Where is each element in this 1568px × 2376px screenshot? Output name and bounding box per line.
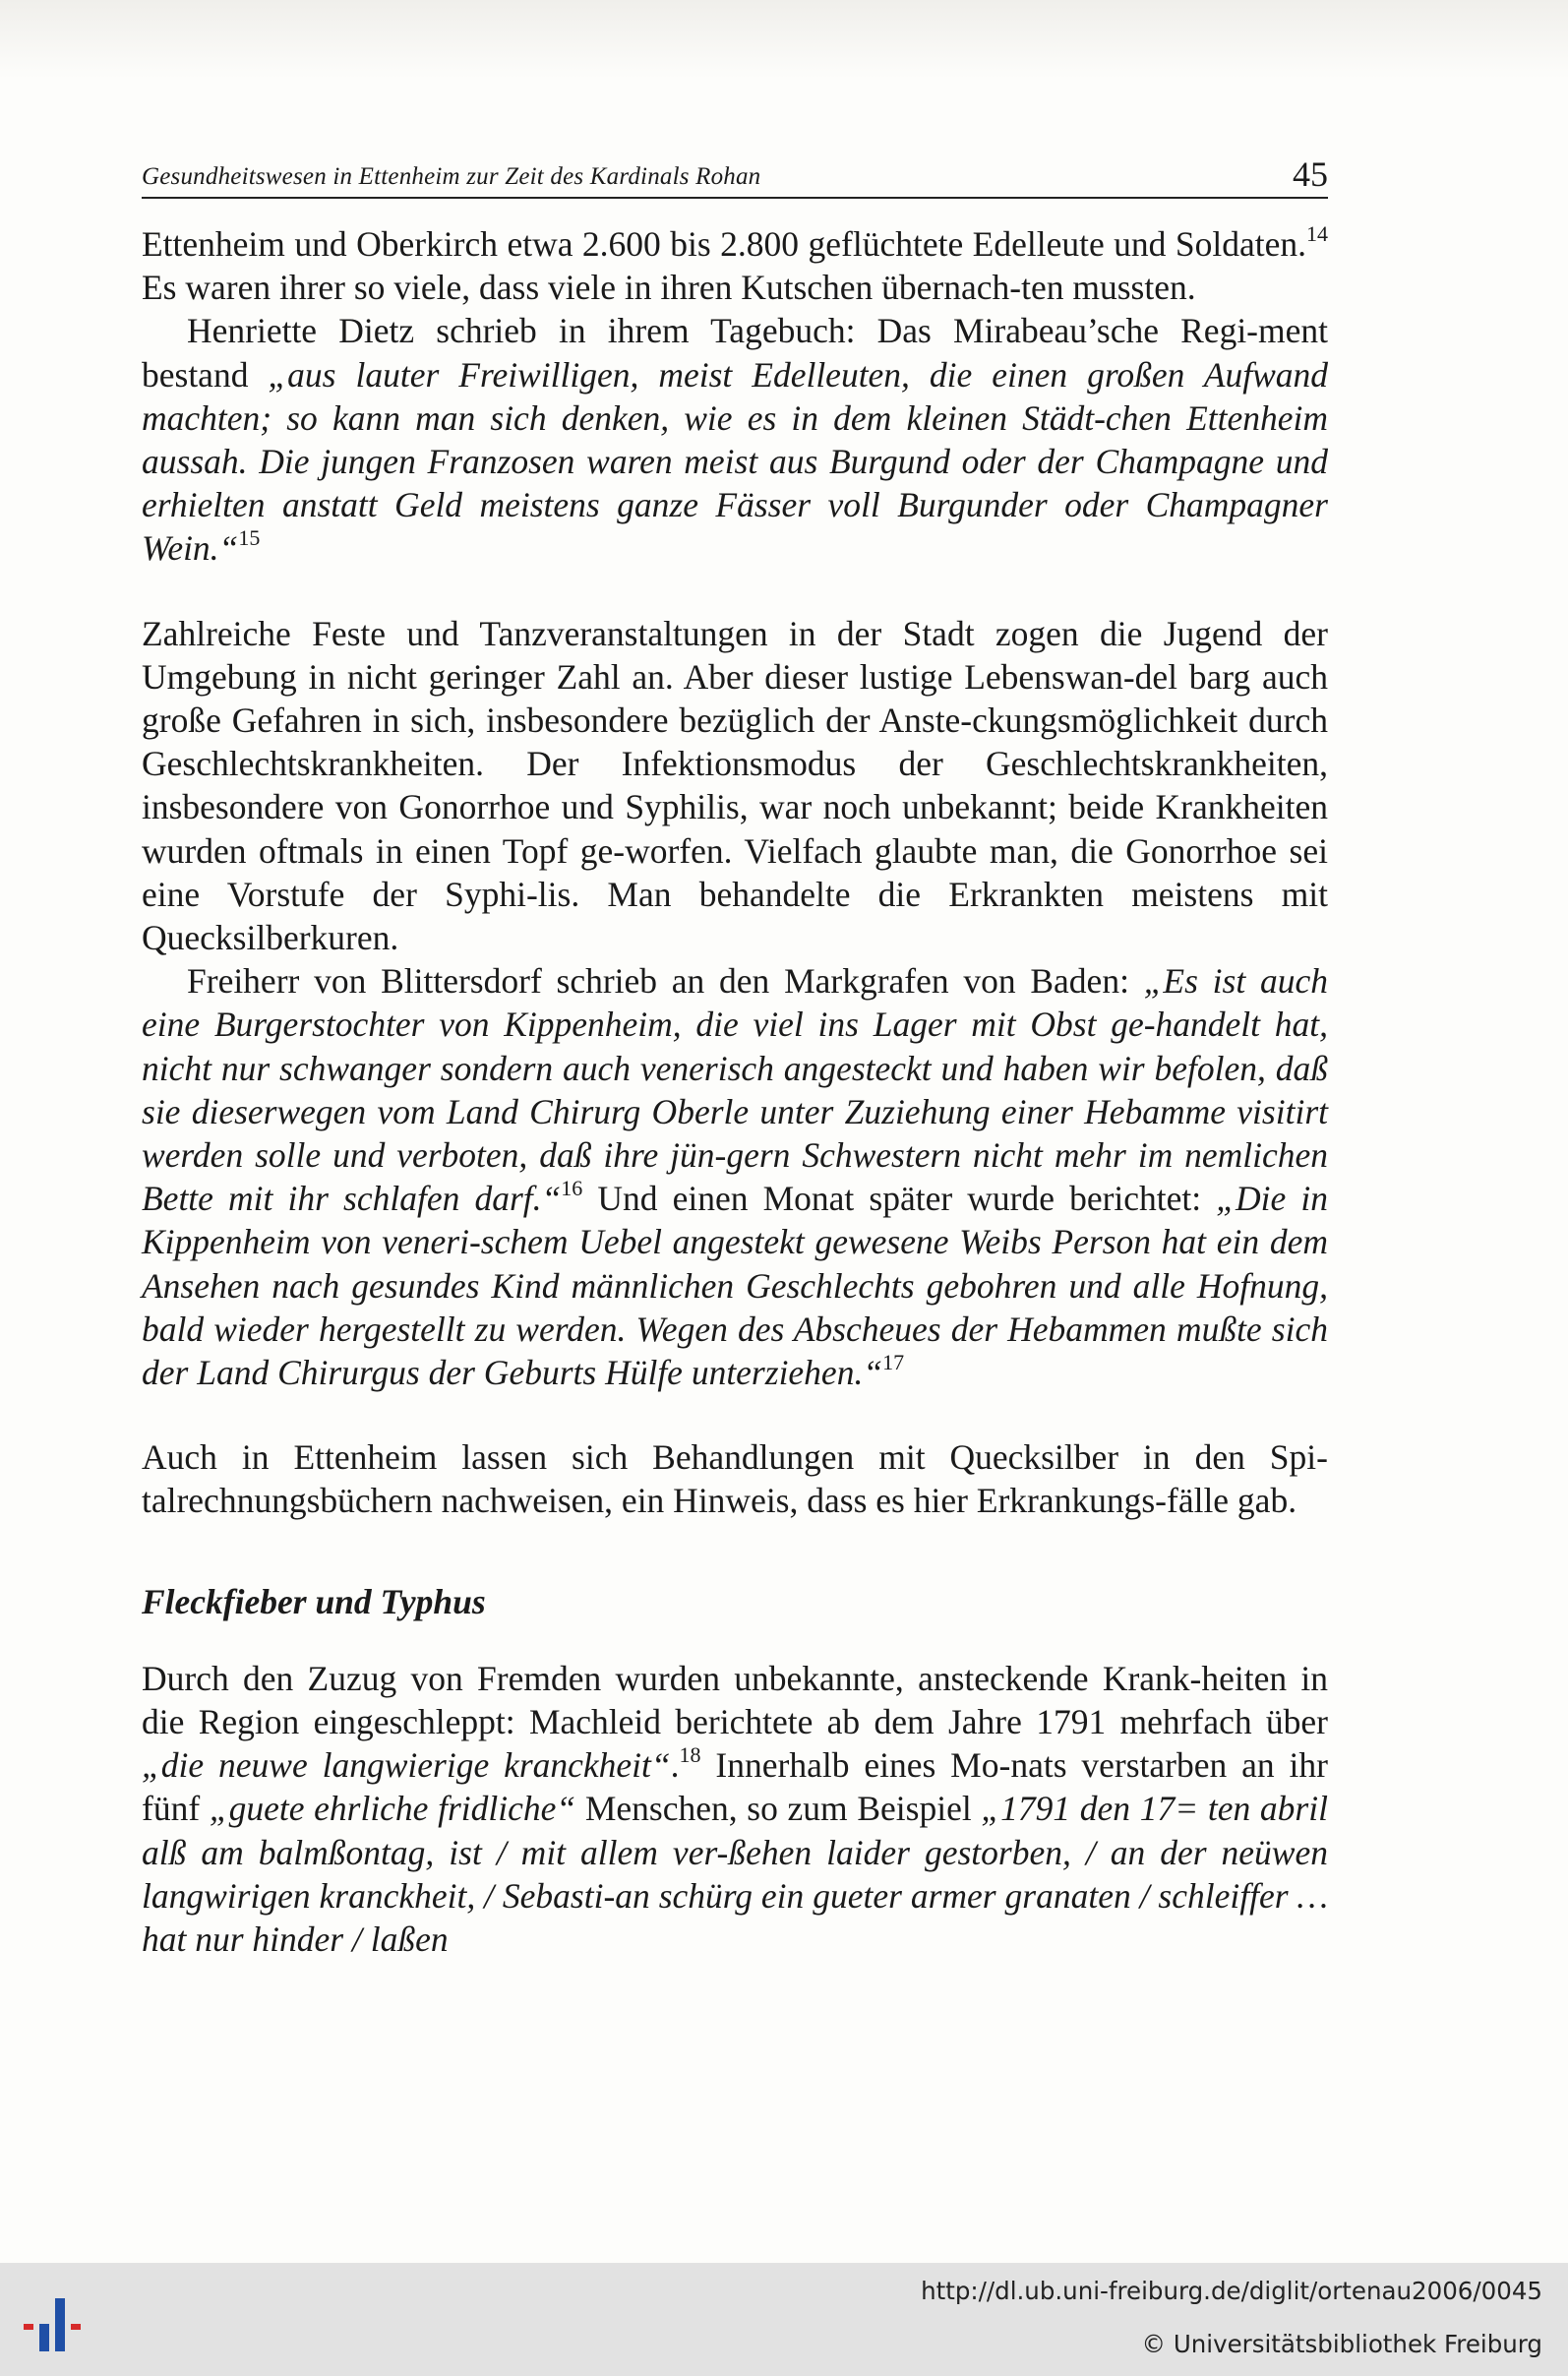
paragraph: [142, 1657, 1328, 1961]
footnote-marker: 16: [561, 1176, 583, 1201]
running-header: [142, 150, 1328, 199]
body-text: [142, 222, 1328, 1961]
quoted-text: „guete ehrliche fridliche“: [209, 1789, 576, 1829]
text-run: Menschen, so zum Beispiel: [575, 1789, 982, 1829]
footnote-marker: 14: [1306, 221, 1328, 246]
paragraph: [142, 612, 1328, 960]
text-run: Henriette Dietz schrieb in ihrem Tagebuch: Das Mirabeau’sche Regi-ment bestand: [142, 311, 1328, 395]
library-logo-icon[interactable]: [22, 2294, 100, 2355]
running-title: Gesundheitswesen in Ettenheim zur Zeit des Kardinals Rohan: [142, 163, 761, 190]
paragraph: [142, 222, 1328, 309]
footnote-marker: 15: [238, 525, 261, 551]
paragraph: [142, 959, 1328, 1394]
quoted-text: „1791 den 17= ten abril alß am balmßontag, ist / mit allem ver-ßehen laider gestorben, / an der neüwen langwirigen kranckheit, / Sebasti-an schürg ein gueter armer granaten / schleiffer … hat nur hinder / laßen: [142, 1789, 1328, 1959]
text-run: Und einen Monat später wurde berichtet:: [582, 1179, 1217, 1219]
text-run: .: [670, 1745, 680, 1786]
footer-url-link[interactable]: http://dl.ub.uni-freiburg.de/diglit/ortenau2006/0045: [921, 2277, 1542, 2305]
paragraph: [142, 1435, 1328, 1522]
footer-copyright: © Universitätsbibliothek Freiburg: [1141, 2330, 1542, 2358]
footnote-marker: 17: [882, 1350, 905, 1375]
text-run: Zahlreiche Feste und Tanzveranstaltungen in der Stadt zogen die Jugend der Umgebung in nicht geringer Zahl an. Aber dieser lustige Lebenswan-del barg auch große Gefahren in sich, insbesondere bezüglich der Anste-ckungsmöglichkeit durch Geschlechtskrankheiten. Der Infektionsmodus der Geschlechtskrankheiten, insbesondere von Gonorrhoe und Syphilis, war noch unbekannt; beide Krankheiten wurden oftmals in einen Topf ge-worfen. Vielfach glaubte man, die Gonorrhoe sei eine Vorstufe der Syphi-lis. Man behandelte die Erkrankten meistens mit Quecksilberkuren.: [142, 613, 1328, 958]
paragraph: [142, 309, 1328, 570]
quoted-text: „Die in Kippenheim von veneri-schem Uebel angestekt gewesene Weibs Person hat ein dem Ansehen nach gesundes Kind männlichen Geschlechts gebohren und alle Hofnung, bald wieder hergestellt zu werden. Wegen des Abscheues der Hebammen mußte sich der Land Chirurgus der Geburts Hülfe unterziehen.“: [142, 1179, 1328, 1393]
page-top-shade: [0, 0, 1568, 79]
text-run: Auch in Ettenheim lassen sich Behandlungen mit Quecksilber in den Spi-talrechnungsbüchern nachweisen, ein Hinweis, dass es hier Erkrankungs-fälle gab.: [142, 1437, 1328, 1521]
text-run: Freiherr von Blittersdorf schrieb an den Markgrafen von Baden:: [187, 961, 1144, 1002]
quoted-text: „Es ist auch eine Burgerstochter von Kippenheim, die viel ins Lager mit Obst ge-handelt hat, nicht nur schwanger sondern auch venerisch angesteckt und haben wir befolen, daß sie dieserwegen vom Land Chirurg Oberle unter Zuziehung einer Hebamme visitirt werden solle und verboten, daß ihre jün-gern Schwestern nicht mehr im nemlichen Bette mit ihr schlafen darf.“: [142, 961, 1328, 1219]
text-run: Innerhalb eines Mo-nats verstarben an ihr fünf: [142, 1745, 1328, 1829]
section-heading: Fleckfieber und Typhus: [142, 1581, 486, 1621]
text-run: Durch den Zuzug von Fremden wurden unbekannte, ansteckende Krank-heiten in die Region eingeschleppt: Machleid berichtete ab dem Jahre 1791 mehrfach über: [142, 1658, 1328, 1741]
footer-bar: [0, 2263, 1568, 2376]
quoted-text: „die neuwe langwierige kranckheit“: [142, 1745, 671, 1786]
quoted-text: „aus lauter Freiwilligen, meist Edelleuten, die einen großen Aufwand machten; so kann man sich denken, wie es in dem kleinen Städt-chen Ettenheim aussah. Die jungen Franzosen waren meist aus Burgund oder der Champagne und erhielten anstatt Geld meistens ganze Fässer voll Burgunder oder Champagner Wein.“: [142, 354, 1328, 569]
page-number: 45: [1293, 154, 1328, 194]
footnote-marker: 18: [679, 1742, 701, 1768]
text-run: Es waren ihrer so viele, dass viele in ihren Kutschen übernach-ten mussten.: [142, 268, 1196, 308]
text-run: Ettenheim und Oberkirch etwa 2.600 bis 2.800 geflüchtete Edelleute und Soldaten.: [142, 224, 1306, 264]
